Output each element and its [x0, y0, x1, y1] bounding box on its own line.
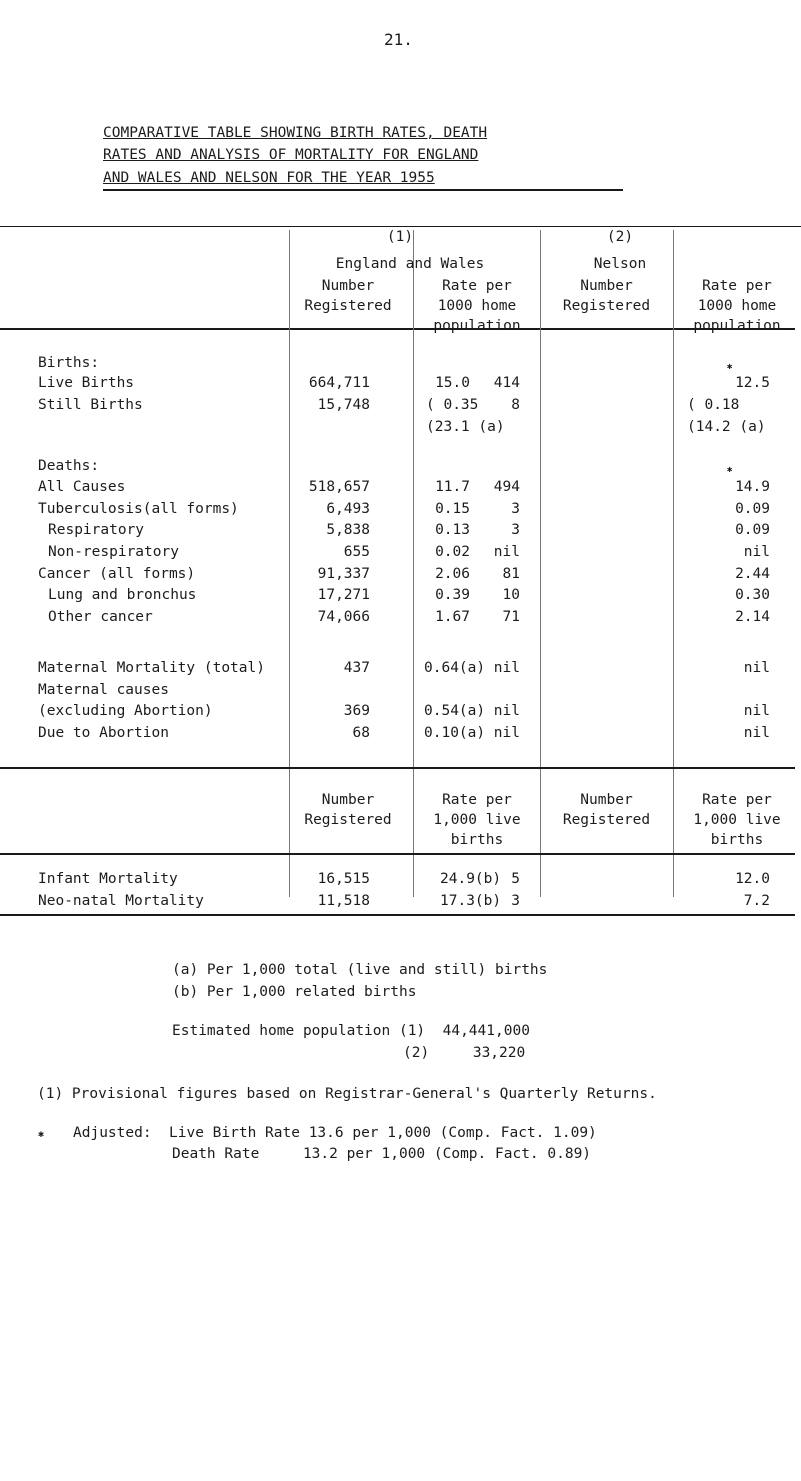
ew-rate: 17.3(b)	[440, 893, 502, 909]
row-label: Other cancer	[48, 609, 153, 625]
n-number: 81	[502, 566, 520, 582]
n-rate-label-2: 1000 home	[697, 298, 777, 314]
row-label: Cancer (all forms)	[38, 566, 196, 582]
ew-number: 91,337	[317, 566, 370, 582]
table-top-rule	[0, 226, 801, 227]
ew-rate-label-2-1: Rate per	[442, 792, 512, 808]
note-a: (a) Per 1,000 total (live and still) births	[172, 962, 548, 978]
adjusted-note-2: Death Rate 13.2 per 1,000 (Comp. Fact. 0.89)	[172, 1146, 592, 1162]
row-label: Non-respiratory	[48, 544, 179, 560]
n-rate-label-2-1: Rate per	[702, 792, 772, 808]
ew-number: 11,518	[317, 893, 370, 909]
ew-rate: 24.9(b)	[440, 871, 502, 887]
n-rate: ( 0.18	[687, 397, 740, 413]
ew-rate: 15.0	[435, 375, 470, 391]
row-label: Still Births	[38, 397, 143, 413]
row-label: Infant Mortality	[38, 871, 178, 887]
estimated-population-1: Estimated home population (1) 44,441,000	[172, 1023, 530, 1039]
n-rate: nil	[743, 660, 770, 676]
n-rate: 0.09	[735, 501, 770, 517]
ew-number: 437	[343, 660, 370, 676]
n-rate: 12.5	[735, 375, 770, 391]
n-number: 3	[511, 893, 520, 909]
n-number: nil	[493, 544, 520, 560]
n-number: 8	[511, 397, 520, 413]
ew-rate: 0.64(a)	[424, 660, 486, 676]
title-rule	[103, 189, 623, 191]
row-label: Live Births	[38, 375, 135, 391]
n-registered-label: Registered	[562, 298, 651, 314]
ew-number: 16,515	[317, 871, 370, 887]
n-rate-secondary: (14.2 (a)	[687, 419, 766, 435]
n-number: 10	[502, 587, 520, 603]
ew-rate: 11.7	[435, 479, 470, 495]
n-rate: 2.44	[735, 566, 770, 582]
ew-number: 655	[343, 544, 370, 560]
n-number: 414	[493, 375, 520, 391]
ew-rate: 0.10(a)	[424, 725, 486, 741]
ew-number: 17,271	[317, 587, 370, 603]
asterisk-mark: ✱	[727, 362, 733, 372]
col-divider-6	[413, 772, 414, 897]
title-line-2: RATES AND ANALYSIS OF MORTALITY FOR ENGLAND	[103, 147, 479, 163]
col1-name: England and Wales	[335, 256, 485, 272]
ew-rate-label-2: 1000 home	[437, 298, 517, 314]
n-number: 3	[511, 501, 520, 517]
n-number-label: Number	[580, 278, 633, 294]
n-number: nil	[493, 660, 520, 676]
n-rate-label-1: Rate per	[702, 278, 772, 294]
ew-number-label-2: Number	[321, 792, 375, 808]
ew-rate: 0.54(a)	[424, 703, 486, 719]
col2-number: (2)	[606, 229, 634, 245]
ew-rate: ( 0.35	[426, 397, 479, 413]
ew-number-label: Number	[321, 278, 375, 294]
ew-rate-label-1: Rate per	[442, 278, 512, 294]
row-label: All Causes	[38, 479, 126, 495]
n-rate: nil	[743, 725, 770, 741]
n-number: 494	[493, 479, 520, 495]
n-number: nil	[493, 725, 520, 741]
adjusted-mark: ✱	[38, 1129, 45, 1140]
col-divider-8	[673, 772, 674, 897]
n-rate: nil	[743, 544, 770, 560]
row-label: Tuberculosis(all forms)	[38, 501, 239, 517]
ew-number: 68	[352, 725, 370, 741]
ew-rate-label-2-3: births	[450, 832, 504, 848]
table2-bottom-rule	[0, 914, 795, 916]
n-rate: 0.09	[735, 522, 770, 538]
ew-number: 6,493	[326, 501, 370, 517]
col1-number: (1)	[386, 229, 414, 245]
section-births: Births:	[38, 355, 100, 371]
title-line-1: COMPARATIVE TABLE SHOWING BIRTH RATES, DEATH	[103, 125, 488, 141]
provisional-note: (1) Provisional figures based on Registrar-General's Quarterly Returns.	[37, 1086, 657, 1102]
ew-number: 664,711	[308, 375, 370, 391]
ew-rate: 1.67	[435, 609, 470, 625]
row-label-secondary: (excluding Abortion)	[38, 703, 213, 719]
ew-rate-secondary: (23.1 (a)	[426, 419, 505, 435]
ew-number: 369	[343, 703, 370, 719]
ew-rate: 2.06	[435, 566, 470, 582]
ew-rate: 0.15	[435, 501, 470, 517]
page-number: 21.	[384, 30, 413, 49]
n-rate: 0.30	[735, 587, 770, 603]
row-label: Maternal causes	[38, 682, 169, 698]
ew-number: 5,838	[326, 522, 370, 538]
note-b: (b) Per 1,000 related births	[172, 984, 417, 1000]
n-rate: 14.9	[735, 479, 770, 495]
row-label: Neo-natal Mortality	[38, 893, 204, 909]
ew-number: 518,657	[308, 479, 370, 495]
section-deaths: Deaths:	[38, 458, 100, 474]
estimated-population-2: (2) 33,220	[403, 1045, 526, 1061]
ew-rate: 0.39	[435, 587, 470, 603]
table1-bottom-rule	[0, 767, 795, 769]
n-registered-label-2: Registered	[562, 812, 651, 828]
n-number: 3	[511, 522, 520, 538]
row-label: Lung and bronchus	[48, 587, 197, 603]
col2-name: Nelson	[593, 256, 647, 272]
ew-rate-label-3: population	[433, 318, 521, 334]
n-rate-label-2-3: births	[710, 832, 764, 848]
adjusted-note-1: Adjusted: Live Birth Rate 13.6 per 1,000 (Comp. Fact. 1.09)	[73, 1125, 597, 1141]
row-label: Respiratory	[48, 522, 145, 538]
ew-number: 15,748	[317, 397, 370, 413]
col-divider-7	[540, 772, 541, 897]
n-number: 71	[502, 609, 520, 625]
n-rate-label-2-2: 1,000 live	[693, 812, 781, 828]
n-rate-label-3: population	[693, 318, 781, 334]
ew-registered-label: Registered	[304, 298, 392, 314]
asterisk-mark: ✱	[727, 465, 733, 475]
n-rate: nil	[743, 703, 770, 719]
ew-number: 74,066	[317, 609, 370, 625]
n-rate: 12.0	[735, 871, 770, 887]
row-label: Due to Abortion	[38, 725, 169, 741]
n-number: 5	[511, 871, 520, 887]
ew-rate: 0.02	[435, 544, 470, 560]
n-number: nil	[493, 703, 520, 719]
table2-header-rule	[0, 853, 795, 855]
ew-registered-label-2: Registered	[304, 812, 392, 828]
n-number-label-2: Number	[580, 792, 633, 808]
ew-rate-label-2-2: 1,000 live	[433, 812, 521, 828]
row-label: Maternal Mortality (total)	[38, 660, 265, 676]
ew-rate: 0.13	[435, 522, 470, 538]
n-rate: 7.2	[743, 893, 770, 909]
title-line-3: AND WALES AND NELSON FOR THE YEAR 1955	[103, 170, 435, 186]
n-rate: 2.14	[735, 609, 770, 625]
